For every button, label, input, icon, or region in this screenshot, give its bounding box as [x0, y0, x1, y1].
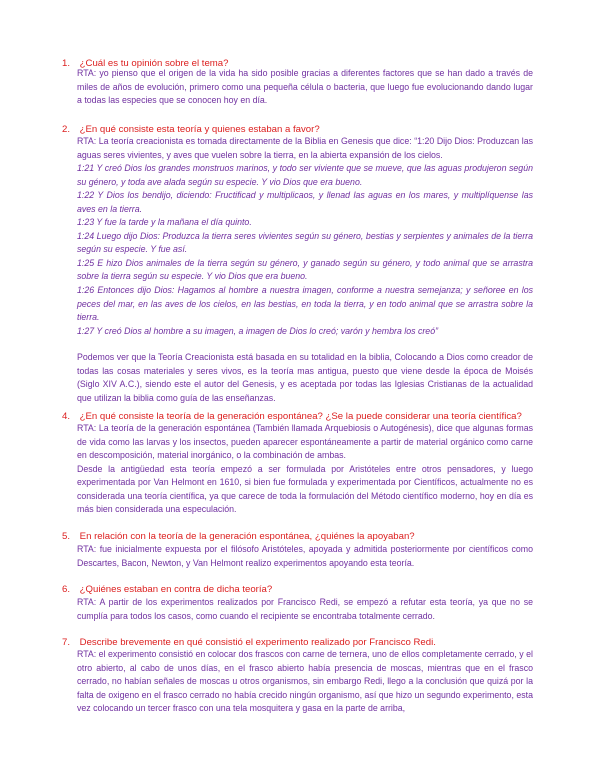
question-text: ¿Cuál es tu opinión sobre el tema? — [79, 58, 229, 69]
answer-paragraph: RTA: el experimento consistió en colocar dos frascos con carne de ternera, uno de ellos completamente cerrado, y el otro abierto, al cabo de unos días, en el frasco abierto había presencia de moscas, mientras que en el frasco cerrado, no habían señales de moscas u otros organismos, sin embargo Redi, llego a la conclusión que quizá por la falta de oxigeno en el frasco cerrado no había crecido ningún organismo, así que hizo un segundo experimento, esta vez colocando un tercer frasco con una tela mosquitera y gasa en la parte de arriba, — [77, 649, 533, 714]
question-text: ¿En qué consiste la teoría de la generación espontánea? ¿Se la puede considerar una teoría científica? — [79, 411, 522, 422]
question-number: 1. — [62, 58, 71, 69]
answer-6 — [77, 596, 533, 623]
bible-verse: 1:27 Y creó Dios al hombre a su imagen, a imagen de Dios lo creó; varón y hembra los creó” — [77, 325, 439, 336]
answer-paragraph: Podemos ver que la Teoría Creacionista está basada en su totalidad en la biblia, Colocando a Dios como creador de todas las cosas materiales y seres vivos, es la teoría mas antigua, puesto que viene desde la época de Moisés (Siglo XIV A.C.), siendo este el autor del Genesis, y es aceptada por todas las Iglesias Cristianas de la actualidad que utilizan la biblia como guía de las enseñanzas. — [77, 352, 533, 403]
answer-paragraph: RTA: La teoría creacionista es tomada directamente de la Biblia en Genesis que dice: “1:20 Dijo Dios: Produzcan las aguas seres vivientes, y aves que vuelen sobre la tierra, en la abierta expansión de los cielos. — [77, 136, 533, 160]
question-text: ¿Quiénes estaban en contra de dicha teoría? — [79, 584, 273, 595]
question-number: 5. — [62, 531, 71, 542]
answer-paragraph: Desde la antigüedad esta teoría empezó a ser formulada por Aristóteles entre otros pensadores, y luego experimentada por Van Helmont en 1610, si bien fue formulada y experimentada por Científicos, actualmente no es considerada una teoría científica, ya que carece de toda la formulación del Método científico moderno, hoy en día es más bien considerada una especulación. — [77, 463, 533, 515]
answer-paragraph: RTA: La teoría de la generación espontánea (También llamada Arquebiosis o Autogénesis), dice que algunas formas de vida como las larvas y los insectos, pueden aparecer espontáneamente a partir de material orgánico como carne en descomposición, material inorgánico, o la combinación de ambas. — [77, 423, 533, 461]
answer-paragraph: RTA: A partir de los experimentos realizados por Francisco Redi, se empezó a refutar esta teoría, ya que no se cumplía para todos los casos, como cuando el recipiente se encontraba totalmente cerrado. — [77, 597, 533, 621]
question-number: 2. — [62, 124, 71, 135]
answer-1 — [77, 67, 533, 108]
bible-verse: 1:23 Y fue la tarde y la mañana el día quinto. — [77, 217, 252, 228]
bible-verse: 1:25 E hizo Dios animales de la tierra según su género, y ganado según su género, y todo animal que se arrastra sobre la tierra según su especie. Y vio Dios que era bueno. — [77, 257, 533, 282]
question-text: En relación con la teoría de la generación espontánea, ¿quiénes la apoyaban? — [79, 531, 415, 542]
question-number: 6. — [62, 584, 71, 595]
bible-verse: 1:22 Y Dios los bendijo, diciendo: Fructificad y multiplicaos, y llenad las aguas en los mares, y multiplíquense las aves en la tierra. — [77, 190, 533, 214]
question-6 — [62, 583, 562, 597]
bible-verse: 1:26 Entonces dijo Dios: Hagamos al hombre a nuestra imagen, conforme a nuestra semejanza; y señoree en los peces del mar, en las aves de los cielos, en las bestias, en toda la tierra, y en todo animal que se arrastra sobre la tierra. — [77, 285, 533, 323]
question-text: Describe brevemente en qué consistió el experimento realizado por Francisco Redi. — [79, 637, 436, 648]
bible-verse: 1:24 Luego dijo Dios: Produzca la tierra seres vivientes según su género, bestias y serpientes y animales de la tierra según su especie. Y fue así. — [77, 230, 533, 255]
answer-7 — [77, 648, 533, 716]
question-text: ¿En qué consiste esta teoría y quienes estaban a favor? — [79, 124, 320, 135]
answer-5 — [77, 543, 533, 570]
answer-paragraph: RTA: fue inicialmente expuesta por el filósofo Aristóteles, apoyada y admitida posteriormente por científicos como Descartes, Bacon, Newton, y Van Helmont realizo experimentos apoyando esta teoría. — [77, 544, 533, 568]
question-5 — [62, 530, 562, 544]
bible-verse: 1:21 Y creó Dios los grandes monstruos marinos, y todo ser viviente que se mueve, que las aguas produjeron según su género, y toda ave alada según su especie. Y vio Dios que era bueno. — [77, 163, 533, 187]
answer-paragraph: RTA: yo pienso que el origen de la vida ha sido posible gracias a diferentes factores que se han dado a través de miles de años de evolución, primero como una pequeña célula o bacteria, que luego fue evolucionando dando lugar a todas las especies que se conocen hoy en día. — [77, 68, 533, 106]
question-number: 4. — [62, 411, 71, 422]
answer-4 — [77, 422, 533, 517]
answer-2 — [77, 135, 533, 405]
question-number: 7. — [62, 637, 71, 648]
